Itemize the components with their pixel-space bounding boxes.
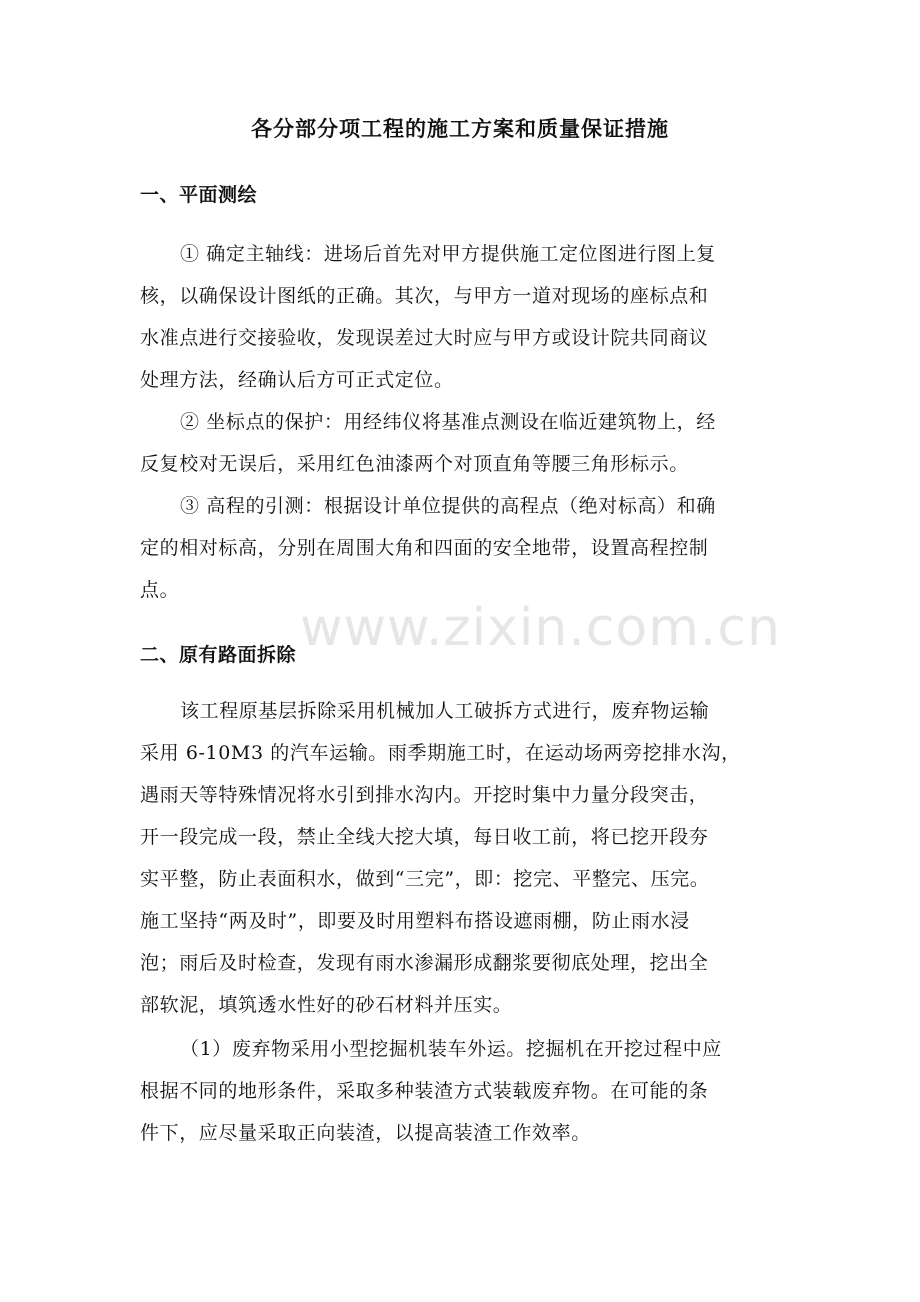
paragraph-line: ① 确定主轴线：进场后首先对甲方提供施工定位图进行图上复 xyxy=(180,243,716,265)
paragraph-line: 水准点进行交接验收，发现误差过大时应与甲方或设计院共同商议 xyxy=(140,327,709,349)
survey-paragraph-axis xyxy=(140,233,800,401)
paragraph-line: （1）废弃物采用小型挖掘机装车外运。挖掘机在开挖过程中应 xyxy=(180,1038,722,1060)
paragraph-line: 核，以确保设计图纸的正确。其次，与甲方一道对现场的座标点和 xyxy=(140,285,709,307)
paragraph-line: 件下，应尽量采取正向装渣，以提高装渣工作效率。 xyxy=(140,1122,591,1144)
survey-paragraph-elevation xyxy=(140,485,800,611)
paragraph-line: 遇雨天等特殊情况将水引到排水沟内。开挖时集中力量分段突击， xyxy=(140,784,709,806)
demolition-paragraph-main xyxy=(140,690,800,1026)
paragraph-line: 采用 6-10M3 的汽车运输。雨季期施工时，在运动场两旁挖排水沟， xyxy=(140,742,741,764)
section-heading-demolition: 二、原有路面拆除 xyxy=(140,644,297,666)
paragraph-line: 根据不同的地形条件，采取多种装渣方式装载废弃物。在可能的条 xyxy=(140,1080,709,1102)
paragraph-line: ② 坐标点的保护：用经纬仪将基准点测设在临近建筑物上，经 xyxy=(180,411,716,433)
paragraph-line: 反复校对无误后，采用红色油漆两个对顶直角等腰三角形标示。 xyxy=(140,453,689,475)
watermark: www.zixin.com.cn xyxy=(300,598,781,658)
paragraph-line: 施工坚持“两及时”，即要及时用塑料布搭设遮雨棚，防止雨水浸 xyxy=(140,910,690,932)
paragraph-line: 实平整，防止表面积水，做到“三完”，即：挖完、平整完、压完。 xyxy=(140,868,710,890)
survey-paragraph-protection xyxy=(140,401,800,485)
paragraph-line: 泡；雨后及时检查，发现有雨水渗漏形成翻浆要彻底处理，挖出全 xyxy=(140,952,709,974)
paragraph-line: 处理方法，经确认后方可正式定位。 xyxy=(140,369,454,391)
demolition-paragraph-excavator xyxy=(140,1028,800,1154)
paragraph-line: 开一段完成一段，禁止全线大挖大填，每日收工前，将已挖开段夯 xyxy=(140,826,709,848)
paragraph-line: 定的相对标高，分别在周围大角和四面的安全地带，设置高程控制 xyxy=(140,537,709,559)
paragraph-line: 部软泥，填筑透水性好的砂石材料并压实。 xyxy=(140,994,513,1016)
paragraph-line: ③ 高程的引测：根据设计单位提供的高程点（绝对标高）和确 xyxy=(180,495,716,517)
document-title: 各分部分项工程的施工方案和质量保证措施 xyxy=(251,116,669,141)
paragraph-line: 点。 xyxy=(140,579,180,601)
paragraph-line: 该工程原基层拆除采用机械加人工破拆方式进行，废弃物运输 xyxy=(180,700,710,722)
section-heading-survey: 一、平面测绘 xyxy=(140,184,258,206)
